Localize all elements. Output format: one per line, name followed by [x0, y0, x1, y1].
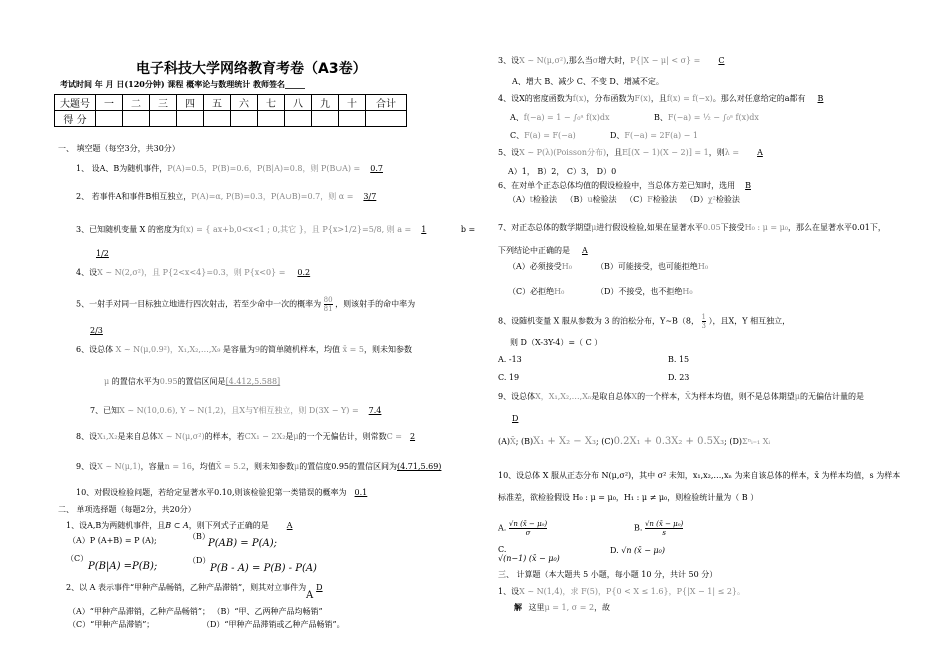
answer: A [286, 521, 293, 530]
question-text: 的一个无偏估计，则常数 [298, 432, 387, 441]
choice-10-option-a [498, 520, 547, 537]
choice-question-8 [498, 313, 790, 330]
question-text: ,那么当 [566, 56, 593, 65]
answer: 1 [421, 225, 427, 234]
formula: Σⁿᵢ₌₁ Xᵢ [742, 437, 771, 446]
answer: 3/7 [363, 192, 377, 201]
formula: F(−a) = ½ − ∫₀ᵃ f(x)dx [667, 113, 759, 122]
question-text: ，分布函数为 [586, 94, 635, 103]
answer: 0.7 [370, 164, 383, 173]
choice-8-option-c: C. 19 [498, 373, 520, 382]
formula: μ [104, 377, 110, 386]
question-text: 4、设 [76, 268, 98, 277]
question-text: 1、 设A、B为随机事件， [76, 164, 168, 173]
choice-1-option-c-label: （C） [66, 554, 89, 563]
question-text: 是 [285, 432, 294, 441]
formula: σ [592, 56, 599, 65]
denominator: 81 [323, 305, 333, 313]
question-text: 增大时， [598, 56, 631, 65]
question-text: 的简单随机样本，均值 [260, 345, 341, 354]
score-cell[interactable] [123, 111, 150, 127]
fill-question-4 [76, 267, 322, 278]
choice-1-option-a: （A）P (A+B) = P (A); [68, 536, 157, 545]
choice-2-options-ab: （A）“甲种产品滞销，乙种产品畅销”； （B）“甲、乙两种产品均畅销” [68, 607, 323, 616]
choice-1-option-d-label: （D） [188, 556, 211, 565]
choice-8-prompt: 则 D（X-3Y-4）=（ C ） [510, 338, 603, 347]
score-cell[interactable] [258, 111, 285, 127]
option-label: C、 [510, 131, 525, 140]
formula: λ = [724, 148, 740, 157]
formula: X ~ N(μ,0.9²)，X₁,X₂,…,X₉ [115, 345, 221, 354]
formula: X [631, 392, 638, 401]
choice-question-10-line2: 标准差，欲检验假设 H₀ : μ = μ₀，H₁ : μ ≠ μ₀，则检验统计量为（ B ） [498, 493, 759, 502]
event-a-symbol: A [306, 590, 314, 601]
fill-question-5-answer [90, 326, 121, 335]
formula: f(−a) = 1 − ∫₀ᵃ f(x)dx [523, 113, 610, 122]
formula: X̄ [510, 437, 516, 446]
formula: X̄ [685, 392, 691, 401]
score-header-cell: 大题号 [55, 95, 96, 111]
choice-question-1 [66, 520, 311, 531]
score-cell[interactable] [285, 111, 312, 127]
option-label: (A) [498, 437, 511, 446]
question-text: 为 [298, 583, 307, 592]
fraction [645, 520, 683, 537]
choice-9-options [498, 436, 770, 447]
formula: f(x) = f(−x) [666, 94, 713, 103]
score-cell[interactable] [150, 111, 177, 127]
question-text: 2、 若事件A和事件B相互独立， [76, 192, 192, 201]
formula: X ~ N(μ,1) [97, 462, 141, 471]
option-text: 检验法 [592, 195, 617, 204]
fraction [702, 313, 706, 330]
fill-question-3-b-answer [90, 249, 115, 258]
choice-4-option-d [610, 130, 698, 141]
option-label: B. [634, 523, 643, 533]
score-cell[interactable] [204, 111, 231, 127]
formula: 0.95 [159, 377, 178, 386]
question-text: 10、对假设检验问题，若给定显著水平0.10,则该检验犯第一类错误的概率为 [76, 488, 347, 497]
choice-question-6 [498, 180, 761, 191]
formula: X₁ + X₂ − X₃ [533, 436, 596, 447]
formula: X₁,X₂ [97, 432, 118, 441]
choice-1-option-c: P(B|A) =P(B); [88, 561, 158, 572]
question-text: 的置信度0.95的置信区间为 [299, 462, 398, 471]
score-cell[interactable] [339, 111, 366, 127]
question-text: 7、已知 [90, 406, 120, 415]
answer: [4.412,5.588] [225, 377, 281, 386]
formula: X ~ N(2,σ²)，且 P{2<x<4}=0.3，则 P{x<0} = [97, 268, 286, 277]
choice-question-9 [498, 391, 864, 402]
formula: H₀ [697, 262, 709, 271]
option-text: （D）不接受，也不拒绝 [596, 287, 683, 296]
formula: X ~ N(1,4)，求 F(5)，P{0 < X ≤ 1.6}，P{|X − 1| ≤ 2}。 [519, 587, 746, 596]
formula: t [529, 195, 533, 204]
question-text: 5、设 [498, 148, 520, 157]
choice-1-option-d [210, 563, 317, 574]
option-text: 检验法 [652, 195, 677, 204]
question-text: 的一个样本， [637, 392, 686, 401]
answer: B [817, 94, 824, 103]
formula: F(a) = F(−a) [524, 131, 576, 140]
answer: B [745, 181, 751, 190]
question-text: 8、设随机变量 X 服从参数为 3 的泊松分布，Y~B（8， [498, 316, 699, 326]
question-text: 4、设X的密度函数为 [498, 94, 573, 103]
exam-header-line: 考试时间 年 月 日(120分钟) 课程 概率论与数理统计 教师签名_____ [60, 79, 305, 89]
formula: f(x) = { ax+b,0<x<1 ; 0,其它 }，且 P{x>1/2}=5/8, 则 a = [179, 225, 412, 234]
numerator: √n (x̄ − μ₀) [644, 520, 684, 528]
fill-question-6-line2 [104, 376, 284, 387]
score-table-score-row [55, 111, 407, 127]
question-text: 的样本，若 [204, 432, 245, 441]
question-text: ，均值 [191, 462, 216, 471]
formula: μ = 1, σ = 2 [544, 603, 595, 612]
question-text: ，则该射手的命中率为 [335, 299, 416, 309]
score-header-cell: 三 [150, 95, 177, 111]
denominator: 3 [701, 322, 707, 330]
formula: F [647, 195, 653, 204]
question-text: 3、已知随机变量 X 的密度为 [76, 225, 180, 234]
formula: X ~ N(μ,σ²) [519, 56, 567, 65]
score-header-cell: 二 [123, 95, 150, 111]
option-label: （C） [625, 195, 648, 204]
option-text: （C）必拒绝 [508, 287, 555, 296]
answer: 7.4 [368, 406, 382, 415]
solution-label: 解 [514, 602, 522, 612]
formula: H₀ [682, 287, 693, 296]
fill-question-9 [76, 461, 441, 472]
question-text: ，容量 [140, 462, 165, 471]
formula: μ [294, 462, 300, 471]
fill-question-1 [76, 163, 393, 174]
option-label: A. [498, 523, 507, 533]
formula: H₀ [561, 262, 572, 271]
option-label: D、 [610, 131, 625, 140]
question-text: ，则未知参数 [246, 462, 294, 471]
score-cell[interactable] [177, 111, 204, 127]
option-label: （B） [565, 195, 588, 204]
score-header-cell: 八 [285, 95, 312, 111]
answer: A [582, 246, 588, 255]
choice-4-option-c [510, 130, 576, 141]
score-header-cell: 四 [177, 95, 204, 111]
score-cell[interactable] [231, 111, 258, 127]
score-cell[interactable] [366, 111, 407, 127]
fill-question-3 [76, 224, 475, 235]
question-text: 9、设 [76, 462, 98, 471]
question-text: ，那么在显著水平0.01下， [788, 223, 886, 232]
formula: √(n−1) (x̄ − μ₀) [498, 554, 560, 563]
answer: C [718, 56, 725, 65]
choice-8-option-b: B. 15 [668, 355, 690, 364]
question-text: 是容量为 [222, 345, 255, 354]
choice-7-option-d [596, 286, 693, 297]
option-label: （D） [685, 195, 708, 204]
choice-7-option-c [508, 286, 564, 297]
numerator: √n (x̄ − μ₀) [508, 520, 548, 528]
question-text: 下接受 [720, 223, 745, 232]
score-header-cell: 十 [339, 95, 366, 111]
option-label: ; (B) [515, 437, 534, 446]
formula: H₀ [554, 287, 565, 296]
calc-question-1 [498, 586, 745, 597]
choice-question-4 [498, 93, 835, 104]
choice-4-option-b [654, 112, 759, 123]
choice-3-options: A、增大 B、减少 C、不变 D、增减不定。 [512, 77, 664, 86]
question-text: 3、设 [498, 56, 520, 65]
formula: X̄ = 5.2 [215, 462, 246, 471]
answer: 1/2 [96, 249, 109, 258]
option-label: D. [610, 546, 619, 555]
choice-7-option-a [508, 261, 572, 272]
choice-6-options [508, 194, 740, 205]
option-label: B、 [654, 113, 668, 122]
question-text: b = [460, 225, 476, 234]
formula: 0.2X₁ + 0.3X₂ + 0.5X₃ [613, 436, 725, 447]
question-text: 是来自总体 [117, 432, 158, 441]
denominator: s [662, 529, 666, 537]
choice-question-3 [498, 55, 743, 66]
option-text: 检验法 [715, 195, 740, 204]
option-label: A、 [510, 113, 524, 122]
question-text: 的置信水平为 [111, 377, 160, 386]
fraction [509, 520, 547, 537]
answer: D [316, 583, 323, 592]
formula: μ [794, 392, 800, 401]
formula: X ~ N(10,0.6), Y ~ N(1,2)，且X与Y相互独立，则 D(3X − Y) = [119, 406, 359, 415]
choice-8-option-a: A. -13 [498, 355, 522, 364]
formula: X ~ P(λ)(Poisson分布) [519, 148, 607, 157]
choice-question-7 [498, 222, 886, 233]
formula: x̄ = 5 [342, 345, 364, 354]
question-text: 为样本均值，则不是总体期望 [690, 392, 795, 401]
question-text: ，则 [708, 148, 725, 157]
question-text: 是取自总体 [591, 392, 632, 401]
formula: P(B) - P(A) [263, 563, 317, 574]
formula: u [587, 195, 593, 204]
choice-1-option-b-label: （B） [188, 532, 210, 541]
choice-4-option-a [510, 112, 609, 123]
score-header-cell: 九 [312, 95, 339, 111]
choice-10-option-b [634, 520, 683, 537]
score-table-header-row [55, 95, 407, 111]
option-text: 检验法 [533, 195, 557, 204]
answer: 0.2 [297, 268, 311, 277]
formula: H₀ : μ = μ₀ [744, 223, 789, 232]
fill-question-6 [76, 344, 412, 355]
section-3-title: 三、 计算题（本大题共 5 小题，每小题 10 分，共计 50 分） [498, 570, 718, 579]
question-text: 6、在对单个正态总体均值的假设检验中，当总体方差已知时，选用 [498, 181, 736, 190]
denominator: σ [525, 529, 531, 537]
fill-question-7 [90, 405, 391, 416]
question-text: 8、设 [76, 432, 98, 441]
question-text: ），且X，Y 相互独立， [708, 316, 791, 326]
score-row-label: 得 分 [55, 111, 96, 127]
option-text: （A）必须接受 [508, 262, 562, 271]
answer: 0.1 [354, 488, 368, 497]
question-text: 1、设A,B为两随机事件，且 [66, 521, 166, 530]
question-text: ，且 [606, 148, 623, 157]
formula: P(A)=α, P(B)=0.3，P(A∪B)=0.7，则 α = [191, 192, 354, 201]
formula: F(−a) = 2F(a) − 1 [624, 131, 699, 140]
answer: A [757, 148, 763, 157]
question-text: 。那么对任意给定的a都有 [712, 94, 806, 103]
score-cell[interactable] [312, 111, 339, 127]
choice-9-answer [512, 414, 524, 423]
choice-2-option-c: （C）“甲种产品滞销”； [68, 620, 155, 629]
question-text: 6、设总体 [76, 345, 114, 354]
formula: μ [591, 223, 597, 232]
question-text: ，则下列式子正确的是 [188, 521, 269, 530]
question-text: 7、对正态总体的数学期望 [498, 223, 592, 232]
choice-1-option-b: P(AB) = P(A); [208, 538, 277, 549]
solution-text: 这里 [528, 603, 545, 612]
choice-2-option-d: （D）“甲种产品滞销或乙种产品畅销”。 [202, 620, 345, 629]
formula: E[(X − 1)(X − 2)] = 1 [622, 148, 709, 157]
calc-1-solution [514, 602, 610, 613]
choice-7-option-b [596, 261, 708, 272]
formula: F(x) [634, 94, 651, 103]
section-1-title: 一、 填空题（每空3分，共30分） [58, 144, 180, 153]
question-text: ，且 [650, 94, 667, 103]
numerator: 1 [701, 313, 707, 321]
formula: X ~ N(μ,σ²) [157, 432, 205, 441]
option-label: ; (C) [595, 437, 614, 446]
formula: 9 [254, 345, 261, 354]
choice-8-option-d: D. 23 [668, 373, 690, 382]
formula: χ² [707, 195, 716, 204]
choice-5-options: A）1， B）2， C）3， D）0 [508, 167, 617, 176]
question-text: 5、一射手对同一目标独立地进行四次射击，若至少命中一次的概率为 [76, 299, 322, 309]
answer: 2 [409, 432, 416, 441]
formula: CX₁ − 2X₂ [244, 432, 286, 441]
solution-text: ，故 [594, 603, 611, 612]
option-label: ; (D) [724, 437, 743, 446]
formula: C = [386, 432, 402, 441]
score-cell[interactable] [96, 111, 123, 127]
choice-10-option-d [610, 546, 665, 555]
numerator: 80 [323, 296, 333, 304]
question-text: 1、设 [498, 587, 520, 596]
fill-question-8 [76, 431, 419, 442]
formula: X，X₁,X₂,…,Xₙ [535, 392, 592, 401]
score-header-cell: 六 [231, 95, 258, 111]
question-text: 的无偏估计量的是 [800, 392, 864, 401]
choice-question-5 [498, 147, 781, 158]
exam-title: 电子科技大学网络教育考卷（A3卷） [136, 61, 367, 77]
formula: 0.05 [702, 223, 721, 232]
formula: √n (x̄ − μ₀) [621, 546, 665, 555]
answer: D [512, 414, 519, 423]
fill-question-10 [76, 487, 375, 498]
formula: f(x) [572, 94, 587, 103]
question-text: 的置信区间是 [177, 377, 226, 386]
question-text: ，则未知参数 [363, 345, 412, 354]
score-header-cell: 合计 [366, 95, 407, 111]
fraction [324, 296, 333, 313]
question-text: 2、以 A 表示事件“甲种产品畅销，乙种产品滞销”，则其对立事件 [66, 583, 299, 592]
choice-question-10: 10、设总体 X 服从正态分布 N(μ,σ²)，其中 σ² 未知，x₁,x₂,…,xₙ 为来自该总体的样本，x̄ 为样本均值，s 为样本 [498, 471, 901, 480]
question-text: 进行假设检验,如果在显著水平 [596, 223, 703, 232]
formula: n = 16 [164, 462, 192, 471]
question-text: 9、设总体 [498, 392, 536, 401]
fill-question-2 [76, 191, 386, 202]
option-label: （A） [508, 195, 530, 204]
choice-question-2 [66, 582, 333, 593]
formula: B ⊂ A [165, 521, 189, 530]
score-table [54, 94, 407, 127]
section-2-title: 二、 单项选择题（每题2分，共20分） [58, 505, 196, 514]
option-text: （B）可能接受，也可能拒绝 [596, 262, 698, 271]
fill-question-5 [76, 296, 415, 313]
choice-10-option-c [498, 545, 560, 563]
formula: P(B - A) = [210, 563, 261, 574]
question-text: 下列结论中正确的是 [498, 246, 570, 255]
choice-7-prompt [498, 245, 600, 256]
formula: P(A)=0.5，P(B)=0.6，P(B|A)=0.8，则 P(B∪A) = [167, 164, 361, 173]
answer: 2/3 [90, 326, 103, 335]
score-header-cell: 五 [204, 95, 231, 111]
formula: P{|X − μ| < σ} = [630, 56, 701, 65]
answer: (4.71,5.69) [397, 462, 442, 471]
option-label: C. [498, 545, 507, 554]
score-header-cell: 七 [258, 95, 285, 111]
formula: μ [293, 432, 299, 441]
score-header-cell: 一 [96, 95, 123, 111]
